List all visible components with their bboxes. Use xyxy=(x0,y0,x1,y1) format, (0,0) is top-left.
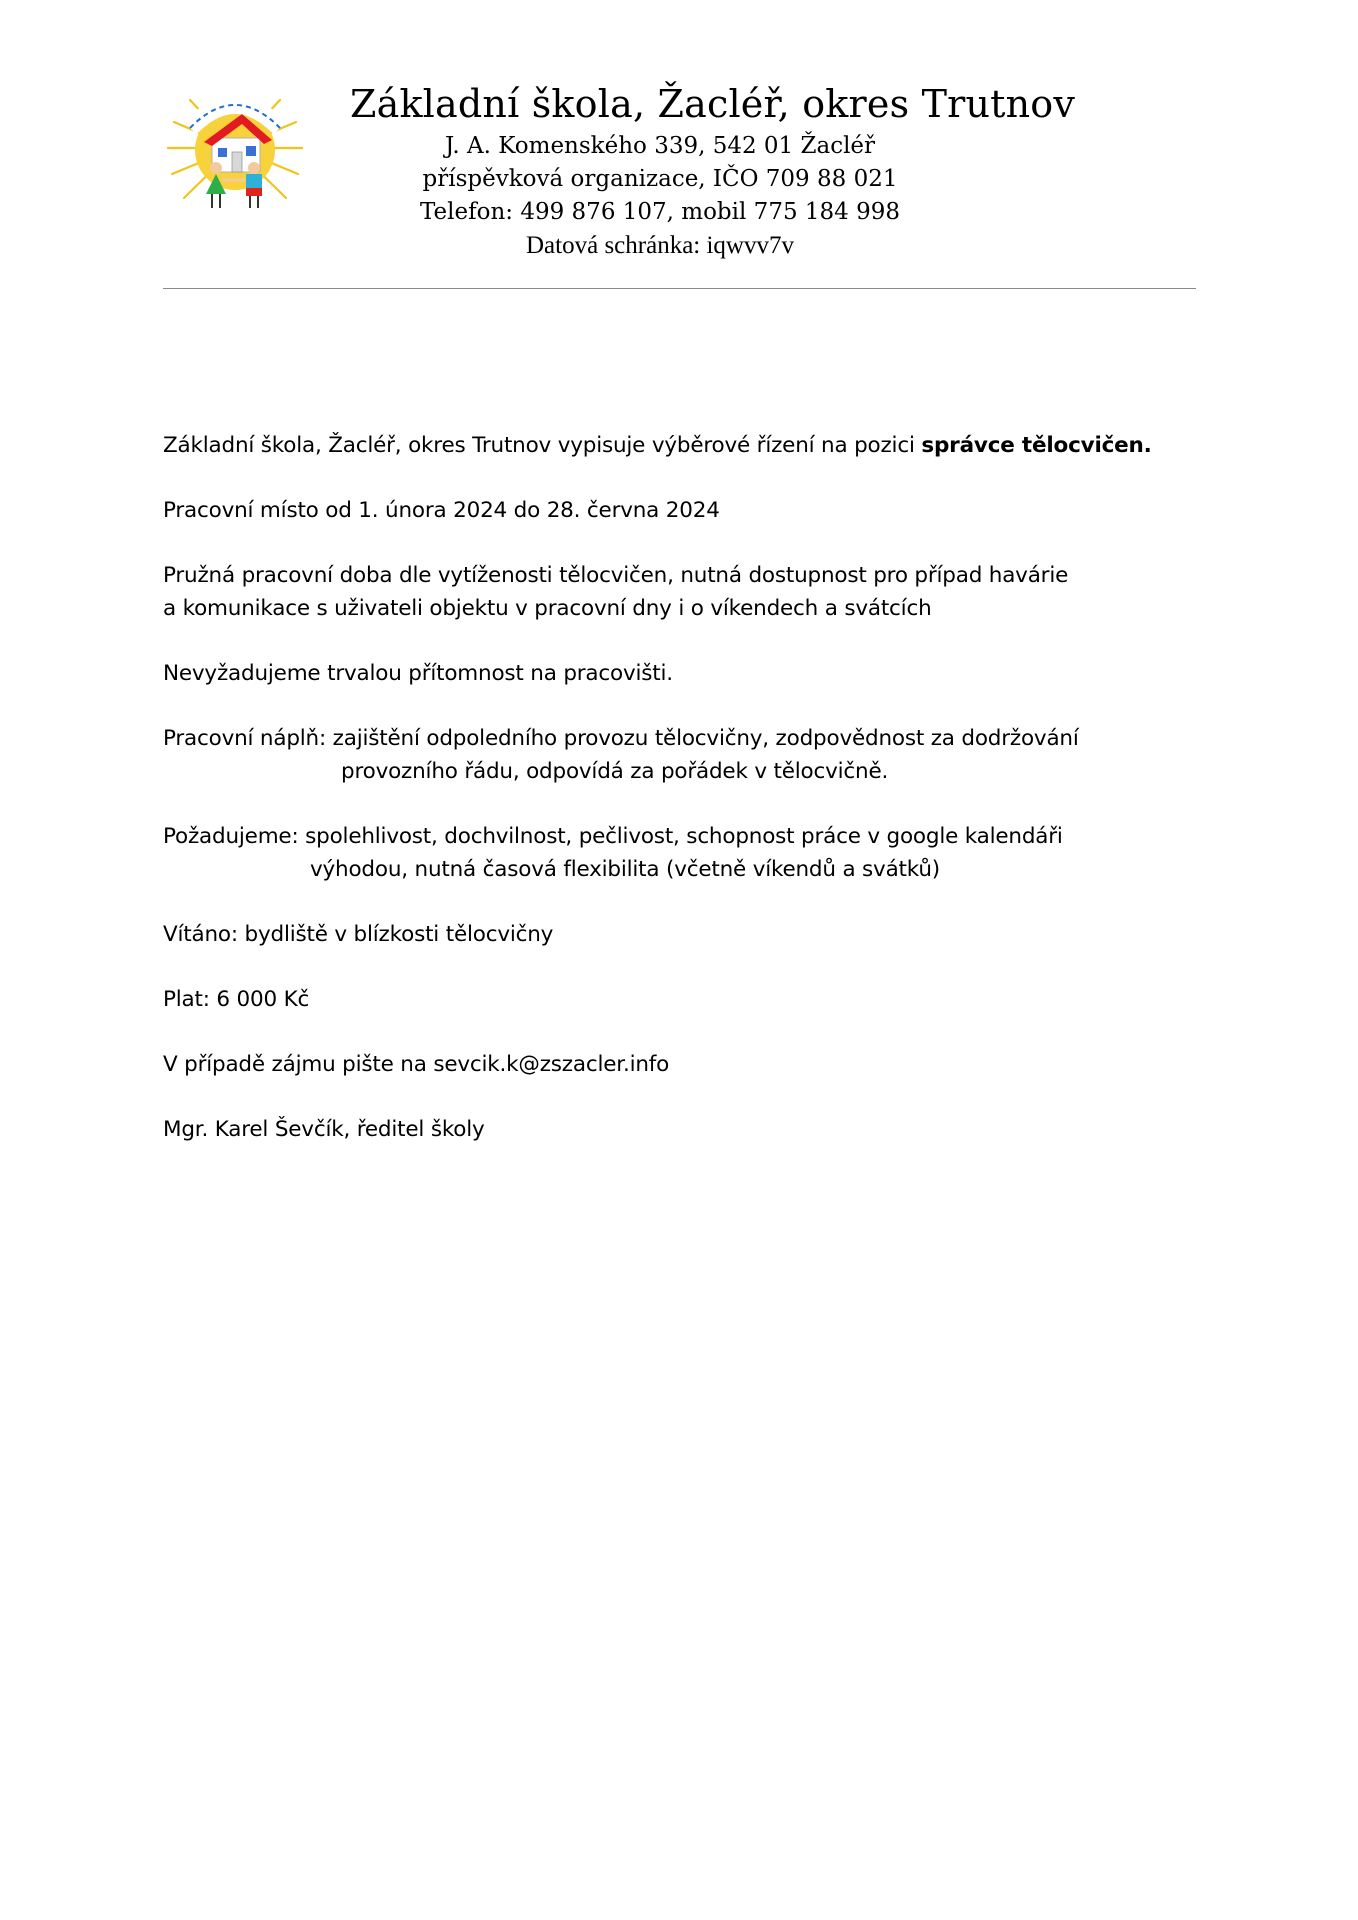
school-logo-image xyxy=(160,86,310,216)
school-address: J. A. Komenského 339, 542 01 Žacléř xyxy=(444,133,876,159)
flex-line-1: Pružná pracovní doba dle vytíženosti tělocvičen, nutná dostupnost pro případ havárie xyxy=(163,563,1069,588)
requirements-line-2: výhodou, nutná časová flexibilita (včetně víkendů a svátků) xyxy=(310,857,940,882)
presence-paragraph: Nevyžadujeme trvalou přítomnost na pracovišti. xyxy=(163,661,673,686)
intro-text: Základní škola, Žacléř, okres Trutnov vypisuje výběrové řízení na pozici xyxy=(163,433,922,458)
duties-line-2: provozního řádu, odpovídá za pořádek v tělocvičně. xyxy=(341,759,889,784)
period-paragraph: Pracovní místo od 1. února 2024 do 28. června 2024 xyxy=(163,498,720,523)
requirements-line-1: Požadujeme: spolehlivost, dochvilnost, pečlivost, schopnost práce v google kalendáři xyxy=(163,824,1063,849)
contact-paragraph: V případě zájmu pište na sevcik.k@zszacler.info xyxy=(163,1052,670,1077)
flex-line-2: a komunikace s uživateli objektu v pracovní dny i o víkendech a svátcích xyxy=(163,596,932,621)
school-phone: Telefon: 499 876 107, mobil 775 184 998 xyxy=(419,199,901,225)
signature-paragraph: Mgr. Karel Ševčík, ředitel školy xyxy=(163,1117,485,1142)
duties-paragraph xyxy=(163,722,1223,788)
letterhead xyxy=(160,78,1200,259)
school-data-box: Datová schránka: iqwvv7v xyxy=(526,232,794,259)
position-title: správce tělocvičen. xyxy=(921,433,1152,458)
announcement-body xyxy=(163,429,1223,1178)
child-right-figure xyxy=(246,162,262,208)
school-logo xyxy=(160,86,310,216)
intro-paragraph xyxy=(163,429,1223,462)
school-identity xyxy=(350,78,1076,262)
school-name: Základní škola, Žacléř, okres Trutnov xyxy=(350,82,1076,126)
requirements-paragraph xyxy=(163,820,1223,886)
duties-line-1: Pracovní náplň: zajištění odpoledního provozu tělocvičny, zodpovědnost za dodržování xyxy=(163,726,1079,751)
header-divider xyxy=(163,288,1196,289)
flex-paragraph xyxy=(163,559,1223,625)
school-organization: příspěvková organizace, IČO 709 88 021 xyxy=(422,166,898,192)
welcome-paragraph: Vítáno: bydliště v blízkosti tělocvičny xyxy=(163,922,554,947)
salary-paragraph: Plat: 6 000 Kč xyxy=(163,987,310,1012)
